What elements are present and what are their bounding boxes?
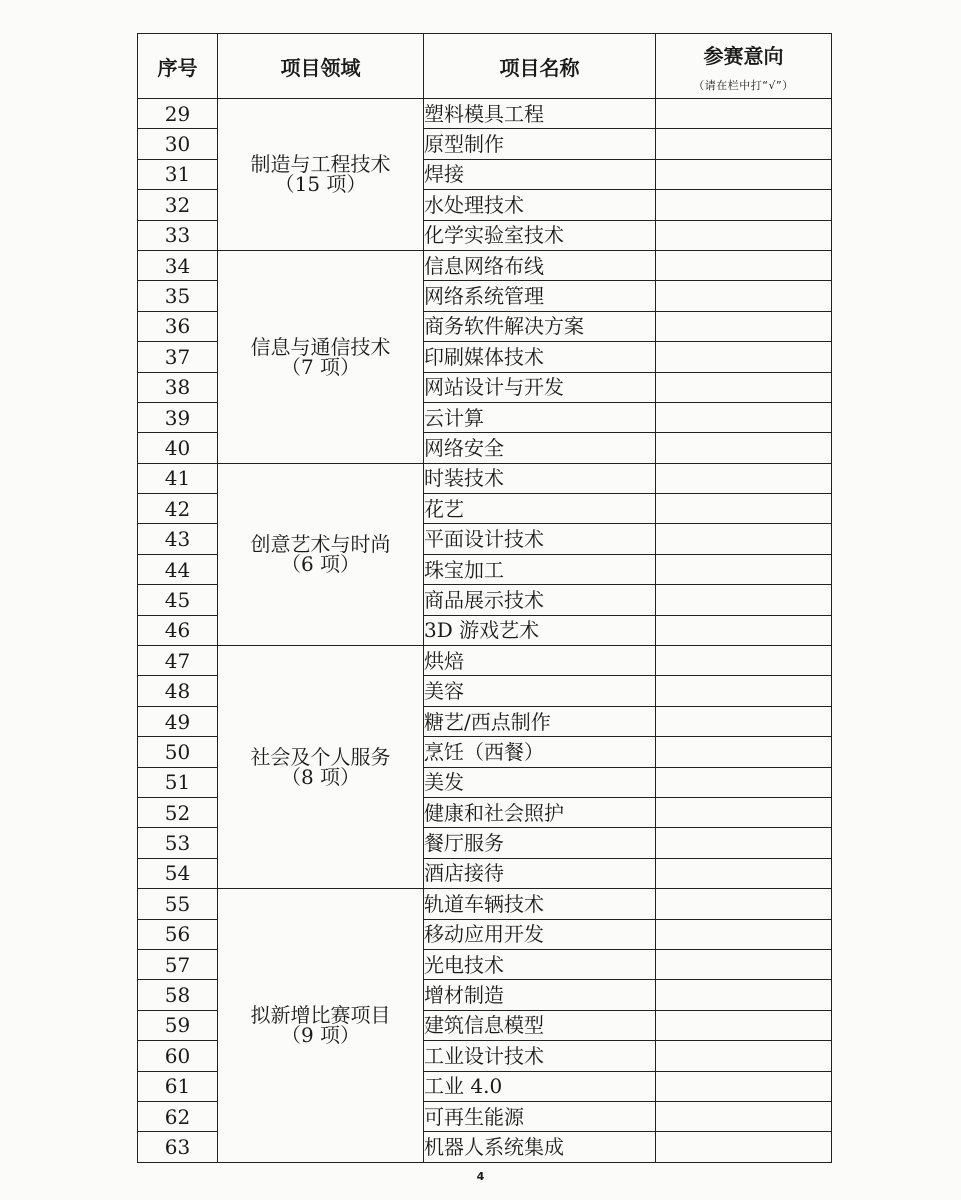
row-seq: 37 <box>138 342 218 372</box>
domain-cell <box>218 646 424 889</box>
row-seq: 34 <box>138 250 218 280</box>
row-seq: 56 <box>138 919 218 949</box>
row-seq: 61 <box>138 1071 218 1101</box>
project-name: 机器人系统集成 <box>424 1132 656 1162</box>
intent-check-cell[interactable] <box>656 1071 832 1101</box>
intent-check-cell[interactable] <box>656 554 832 584</box>
page-number: 4 <box>476 1170 485 1183</box>
row-seq: 51 <box>138 767 218 797</box>
intent-check-cell[interactable] <box>656 585 832 615</box>
intent-check-cell[interactable] <box>656 1010 832 1040</box>
project-name: 水处理技术 <box>424 190 656 220</box>
header-intent-note: （请在栏中打“√”） <box>693 78 794 92</box>
project-name: 时装技术 <box>424 463 656 493</box>
header-name: 项目名称 <box>424 34 656 99</box>
table-row <box>138 646 832 676</box>
project-name: 网络安全 <box>424 433 656 463</box>
domain-count: （15 项） <box>274 172 367 197</box>
row-seq: 31 <box>138 159 218 189</box>
intent-check-cell[interactable] <box>656 1041 832 1071</box>
domain-name: 创意艺术与时尚 <box>250 532 391 557</box>
project-name: 建筑信息模型 <box>424 1010 656 1040</box>
intent-check-cell[interactable] <box>656 281 832 311</box>
project-name: 光电技术 <box>424 949 656 979</box>
project-name: 花艺 <box>424 494 656 524</box>
row-seq: 55 <box>138 889 218 919</box>
project-name: 餐厅服务 <box>424 828 656 858</box>
intent-check-cell[interactable] <box>656 159 832 189</box>
intent-check-cell[interactable] <box>656 494 832 524</box>
project-name: 塑料模具工程 <box>424 99 656 129</box>
row-seq: 63 <box>138 1132 218 1162</box>
intent-check-cell[interactable] <box>656 372 832 402</box>
intent-check-cell[interactable] <box>656 858 832 888</box>
project-name: 美发 <box>424 767 656 797</box>
header-seq: 序号 <box>138 34 218 99</box>
intent-check-cell[interactable] <box>656 433 832 463</box>
intent-check-cell[interactable] <box>656 737 832 767</box>
row-seq: 45 <box>138 585 218 615</box>
intent-check-cell[interactable] <box>656 524 832 554</box>
project-name: 珠宝加工 <box>424 554 656 584</box>
row-seq: 50 <box>138 737 218 767</box>
intent-check-cell[interactable] <box>656 1132 832 1162</box>
row-seq: 38 <box>138 372 218 402</box>
row-seq: 49 <box>138 706 218 736</box>
row-seq: 62 <box>138 1101 218 1131</box>
domain-name: 制造与工程技术 <box>250 152 391 177</box>
row-seq: 35 <box>138 281 218 311</box>
project-name: 3D 游戏艺术 <box>424 615 656 645</box>
table-header-row <box>138 34 832 99</box>
project-name: 工业 4.0 <box>424 1071 656 1101</box>
domain-cell <box>218 889 424 1163</box>
row-seq: 60 <box>138 1041 218 1071</box>
row-seq: 47 <box>138 646 218 676</box>
domain-name: 信息与通信技术 <box>250 334 391 359</box>
intent-check-cell[interactable] <box>656 129 832 159</box>
domain-name: 拟新增比赛项目 <box>250 1003 391 1028</box>
project-name: 轨道车辆技术 <box>424 889 656 919</box>
project-name: 美容 <box>424 676 656 706</box>
row-seq: 29 <box>138 99 218 129</box>
intent-check-cell[interactable] <box>656 646 832 676</box>
row-seq: 40 <box>138 433 218 463</box>
row-seq: 33 <box>138 220 218 250</box>
row-seq: 52 <box>138 797 218 827</box>
intent-check-cell[interactable] <box>656 190 832 220</box>
registration-table <box>137 33 832 1163</box>
table-row <box>138 99 832 129</box>
intent-check-cell[interactable] <box>656 676 832 706</box>
project-name: 增材制造 <box>424 980 656 1010</box>
intent-check-cell[interactable] <box>656 980 832 1010</box>
project-name: 商品展示技术 <box>424 585 656 615</box>
intent-check-cell[interactable] <box>656 828 832 858</box>
row-seq: 59 <box>138 1010 218 1040</box>
intent-check-cell[interactable] <box>656 615 832 645</box>
intent-check-cell[interactable] <box>656 402 832 432</box>
project-name: 烘焙 <box>424 646 656 676</box>
project-name: 酒店接待 <box>424 858 656 888</box>
project-name: 印刷媒体技术 <box>424 342 656 372</box>
project-name: 原型制作 <box>424 129 656 159</box>
domain-name: 社会及个人服务 <box>250 745 391 770</box>
intent-check-cell[interactable] <box>656 463 832 493</box>
table-body <box>138 99 832 1163</box>
row-seq: 30 <box>138 129 218 159</box>
project-name: 网络系统管理 <box>424 281 656 311</box>
intent-check-cell[interactable] <box>656 919 832 949</box>
row-seq: 46 <box>138 615 218 645</box>
domain-count: （7 项） <box>280 354 361 379</box>
intent-check-cell[interactable] <box>656 706 832 736</box>
row-seq: 41 <box>138 463 218 493</box>
project-name: 烹饪（西餐） <box>424 737 656 767</box>
domain-cell <box>218 463 424 645</box>
project-name: 化学实验室技术 <box>424 220 656 250</box>
project-name: 信息网络布线 <box>424 250 656 280</box>
row-seq: 39 <box>138 402 218 432</box>
domain-count: （6 项） <box>280 552 361 577</box>
project-name: 可再生能源 <box>424 1101 656 1131</box>
project-name: 云计算 <box>424 402 656 432</box>
intent-check-cell[interactable] <box>656 767 832 797</box>
project-name: 焊接 <box>424 159 656 189</box>
intent-check-cell[interactable] <box>656 797 832 827</box>
header-domain: 项目领域 <box>218 34 424 99</box>
row-seq: 53 <box>138 828 218 858</box>
row-seq: 58 <box>138 980 218 1010</box>
row-seq: 57 <box>138 949 218 979</box>
intent-check-cell[interactable] <box>656 949 832 979</box>
header-intent-title: 参赛意向 <box>703 43 784 68</box>
intent-check-cell[interactable] <box>656 1101 832 1131</box>
project-name: 工业设计技术 <box>424 1041 656 1071</box>
project-name: 商务软件解决方案 <box>424 311 656 341</box>
project-name: 移动应用开发 <box>424 919 656 949</box>
row-seq: 32 <box>138 190 218 220</box>
intent-check-cell[interactable] <box>656 311 832 341</box>
project-name: 网站设计与开发 <box>424 372 656 402</box>
header-intent <box>656 34 832 99</box>
table-row <box>138 889 832 919</box>
row-seq: 48 <box>138 676 218 706</box>
intent-check-cell[interactable] <box>656 99 832 129</box>
domain-count: （9 项） <box>280 1023 361 1048</box>
row-seq: 54 <box>138 858 218 888</box>
domain-cell <box>218 99 424 251</box>
row-seq: 42 <box>138 494 218 524</box>
intent-check-cell[interactable] <box>656 342 832 372</box>
project-name: 健康和社会照护 <box>424 797 656 827</box>
intent-check-cell[interactable] <box>656 889 832 919</box>
project-name: 糖艺/西点制作 <box>424 706 656 736</box>
project-name: 平面设计技术 <box>424 524 656 554</box>
intent-check-cell[interactable] <box>656 250 832 280</box>
row-seq: 43 <box>138 524 218 554</box>
table-row <box>138 463 832 493</box>
table-row <box>138 250 832 280</box>
row-seq: 36 <box>138 311 218 341</box>
intent-check-cell[interactable] <box>656 220 832 250</box>
domain-cell <box>218 250 424 463</box>
domain-count: （8 项） <box>280 765 361 790</box>
row-seq: 44 <box>138 554 218 584</box>
